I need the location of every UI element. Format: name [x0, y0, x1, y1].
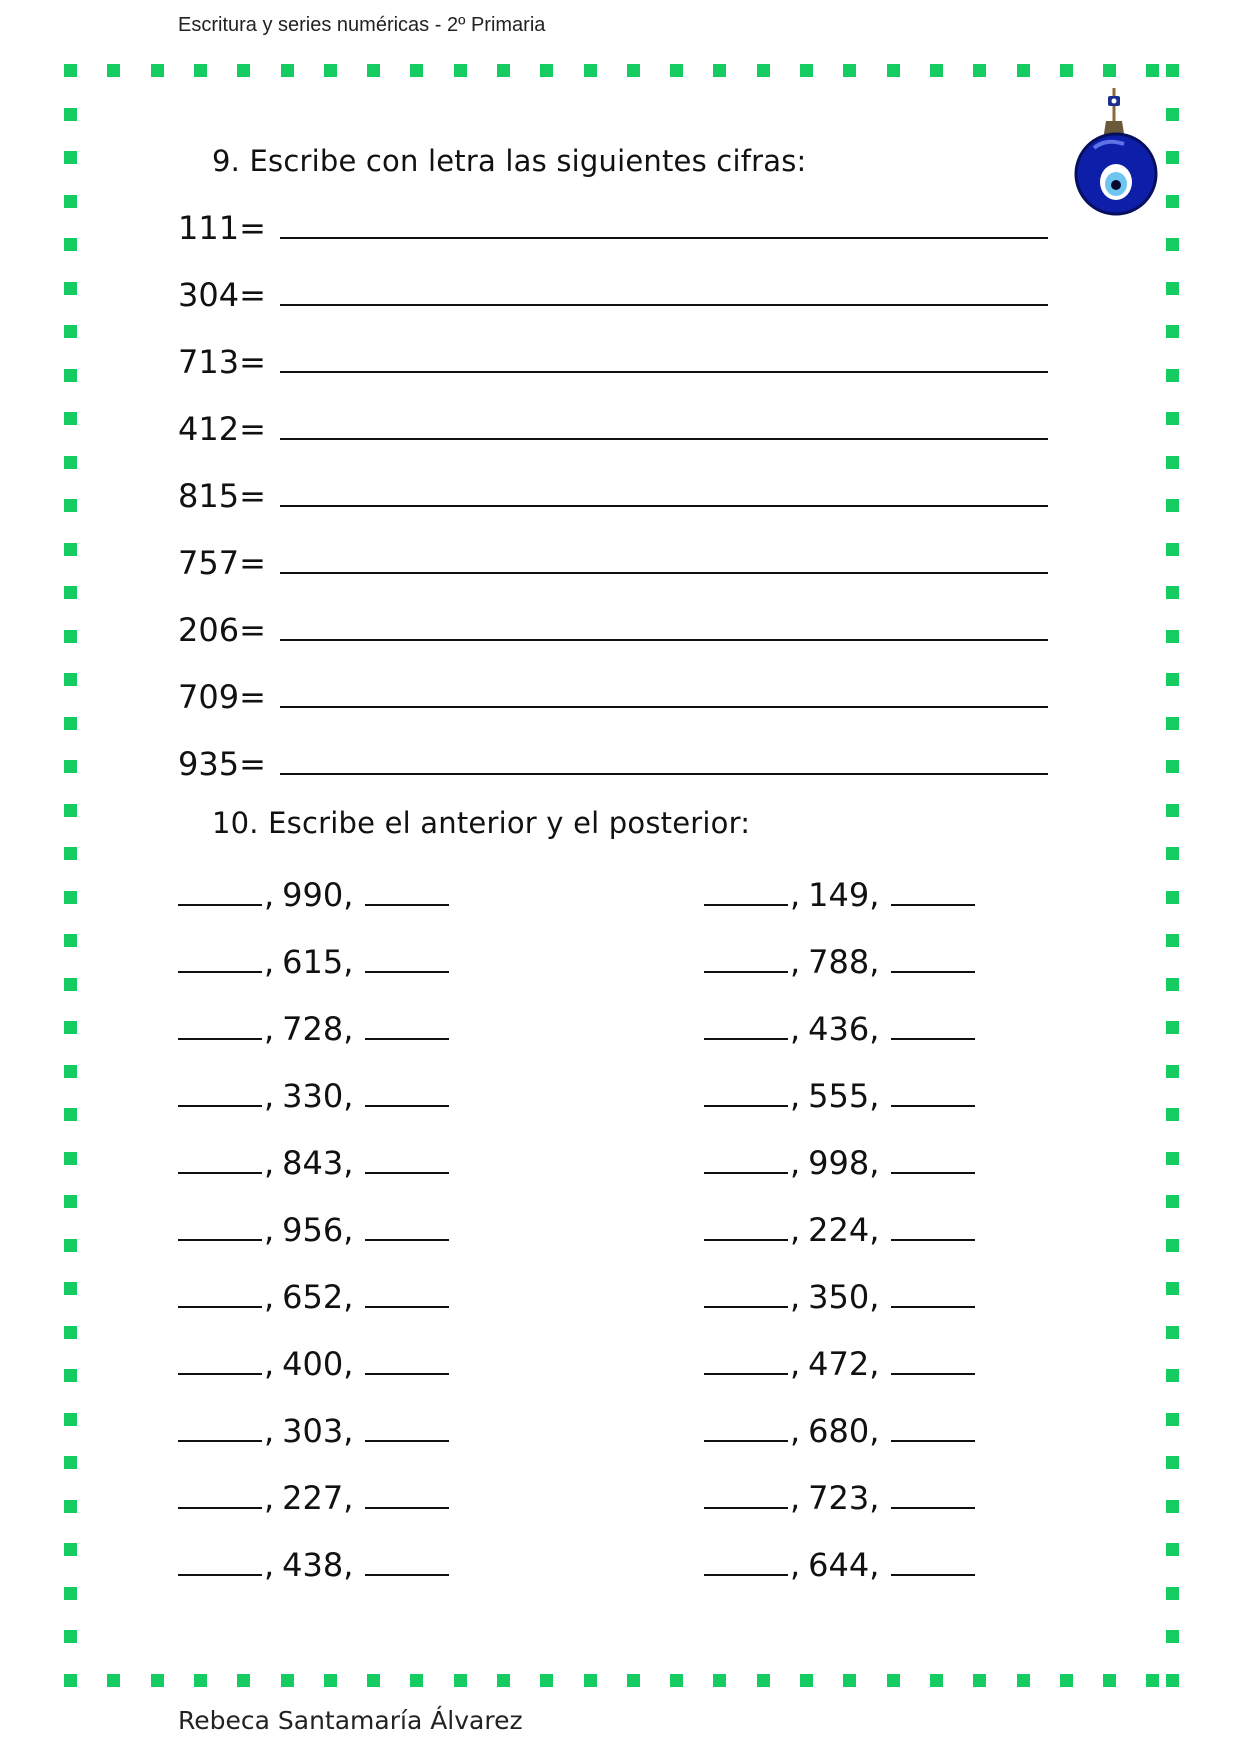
next-number-blank[interactable]	[891, 1215, 975, 1241]
number-label: 815=	[178, 477, 266, 515]
previous-number-blank[interactable]	[178, 1416, 262, 1442]
previous-number-blank[interactable]	[178, 880, 262, 906]
border-dot	[1166, 64, 1179, 77]
given-number: 436,	[808, 1010, 880, 1048]
exercise-9-row	[178, 477, 1048, 515]
border-dot	[1166, 1369, 1179, 1382]
border-dot	[1166, 1413, 1179, 1426]
border-dot	[237, 1674, 250, 1687]
border-dot	[1017, 64, 1030, 77]
border-dot	[64, 1108, 77, 1121]
border-dot	[1166, 1674, 1179, 1687]
previous-number-blank[interactable]	[704, 1349, 788, 1375]
border-dot	[1060, 64, 1073, 77]
answer-line[interactable]	[280, 211, 1048, 239]
border-dot	[1166, 1152, 1179, 1165]
separator-comma: ,	[264, 1211, 275, 1249]
exercise-10-row	[178, 1077, 449, 1115]
border-dot	[367, 1674, 380, 1687]
border-dot	[1166, 1282, 1179, 1295]
border-dot	[1060, 1674, 1073, 1687]
given-number: 644,	[808, 1546, 880, 1584]
border-dot	[1166, 1500, 1179, 1513]
border-dot	[324, 64, 337, 77]
border-dot	[64, 108, 77, 121]
number-label: 757=	[178, 544, 266, 582]
border-dot	[64, 238, 77, 251]
next-number-blank[interactable]	[365, 1148, 449, 1174]
border-dot	[1166, 586, 1179, 599]
exercise-10-row	[178, 1412, 449, 1450]
border-dot	[64, 195, 77, 208]
border-dot	[64, 1587, 77, 1600]
exercise-9-row	[178, 544, 1048, 582]
next-number-blank[interactable]	[365, 1483, 449, 1509]
border-dot	[64, 1500, 77, 1513]
border-dot	[64, 804, 77, 817]
border-dot	[1166, 543, 1179, 556]
exercise-10-row	[178, 1479, 449, 1517]
border-dot	[1166, 195, 1179, 208]
border-dot	[64, 847, 77, 860]
border-dot	[757, 1674, 770, 1687]
border-dot	[1166, 369, 1179, 382]
border-dot	[1166, 847, 1179, 860]
border-dot	[713, 64, 726, 77]
previous-number-blank[interactable]	[704, 1416, 788, 1442]
border-dot	[1166, 934, 1179, 947]
border-dot	[757, 64, 770, 77]
border-dot	[64, 1152, 77, 1165]
separator-comma: ,	[264, 1345, 275, 1383]
border-dot	[64, 1413, 77, 1426]
border-dot	[64, 760, 77, 773]
next-number-blank[interactable]	[365, 1349, 449, 1375]
next-number-blank[interactable]	[891, 1148, 975, 1174]
previous-number-blank[interactable]	[704, 947, 788, 973]
border-dot	[1166, 1456, 1179, 1469]
separator-comma: ,	[790, 1010, 801, 1048]
border-dot	[194, 1674, 207, 1687]
next-number-blank[interactable]	[891, 947, 975, 973]
exercise-10-row	[178, 1345, 449, 1383]
border-dot	[973, 64, 986, 77]
exercise-10-row	[178, 1546, 449, 1584]
exercise-10-row	[704, 1211, 975, 1249]
previous-number-blank[interactable]	[178, 1081, 262, 1107]
answer-line[interactable]	[280, 345, 1048, 373]
separator-comma: ,	[790, 1211, 801, 1249]
exercise-10-row	[704, 1412, 975, 1450]
border-dot	[64, 282, 77, 295]
border-dot	[584, 1674, 597, 1687]
border-dot	[64, 978, 77, 991]
border-dot	[454, 64, 467, 77]
answer-line[interactable]	[280, 747, 1048, 775]
border-dot	[64, 586, 77, 599]
border-dot	[930, 64, 943, 77]
border-dot	[1166, 673, 1179, 686]
separator-comma: ,	[264, 1010, 275, 1048]
border-dot	[1166, 1108, 1179, 1121]
next-number-blank[interactable]	[891, 1550, 975, 1576]
border-dot	[540, 64, 553, 77]
page-header: Escritura y series numéricas - 2º Primaria	[178, 14, 546, 36]
border-dot	[410, 1674, 423, 1687]
border-dot	[64, 1543, 77, 1556]
border-dot	[64, 891, 77, 904]
given-number: 400,	[282, 1345, 354, 1383]
border-dot	[367, 64, 380, 77]
exercise-9-title: 9. Escribe con letra las siguientes cifras:	[212, 144, 807, 178]
answer-line[interactable]	[280, 680, 1048, 708]
border-dot	[670, 1674, 683, 1687]
border-dot	[64, 1195, 77, 1208]
previous-number-blank[interactable]	[178, 1550, 262, 1576]
border-dot	[64, 499, 77, 512]
border-dot	[1146, 1674, 1159, 1687]
exercise-10-title: 10. Escribe el anterior y el posterior:	[212, 806, 751, 840]
border-dot	[64, 1021, 77, 1034]
border-dot	[107, 1674, 120, 1687]
separator-comma: ,	[790, 1412, 801, 1450]
separator-comma: ,	[790, 1479, 801, 1517]
previous-number-blank[interactable]	[704, 1081, 788, 1107]
border-dot	[1166, 238, 1179, 251]
border-dot	[843, 1674, 856, 1687]
border-dot	[64, 630, 77, 643]
border-dot	[1166, 717, 1179, 730]
border-dot	[324, 1674, 337, 1687]
previous-number-blank[interactable]	[704, 1483, 788, 1509]
border-dot	[713, 1674, 726, 1687]
border-dot	[64, 1369, 77, 1382]
border-dot	[64, 64, 77, 77]
answer-line[interactable]	[280, 546, 1048, 574]
exercise-10-row	[704, 1077, 975, 1115]
exercise-10-row	[178, 1211, 449, 1249]
border-dot	[64, 325, 77, 338]
page-footer: Rebeca Santamaría Álvarez	[178, 1706, 523, 1735]
border-dot	[540, 1674, 553, 1687]
exercise-10-row	[704, 876, 975, 914]
border-dot	[1166, 1587, 1179, 1600]
border-dot	[64, 412, 77, 425]
given-number: 998,	[808, 1144, 880, 1182]
border-dot	[1166, 325, 1179, 338]
next-number-blank[interactable]	[891, 880, 975, 906]
exercise-10-row	[704, 1479, 975, 1517]
exercise-9-row	[178, 410, 1048, 448]
border-dot	[1166, 760, 1179, 773]
separator-comma: ,	[790, 876, 801, 914]
answer-line[interactable]	[280, 278, 1048, 306]
separator-comma: ,	[264, 876, 275, 914]
border-dot	[1166, 1239, 1179, 1252]
given-number: 728,	[282, 1010, 354, 1048]
separator-comma: ,	[790, 1345, 801, 1383]
exercise-10-row	[704, 1010, 975, 1048]
previous-number-blank[interactable]	[704, 880, 788, 906]
next-number-blank[interactable]	[365, 1215, 449, 1241]
next-number-blank[interactable]	[365, 1014, 449, 1040]
border-dot	[800, 64, 813, 77]
border-dot	[887, 64, 900, 77]
next-number-blank[interactable]	[891, 1349, 975, 1375]
border-dot	[281, 1674, 294, 1687]
border-dot	[1017, 1674, 1030, 1687]
exercise-9-row	[178, 678, 1048, 716]
separator-comma: ,	[264, 1144, 275, 1182]
border-dot	[151, 64, 164, 77]
given-number: 227,	[282, 1479, 354, 1517]
next-number-blank[interactable]	[365, 1282, 449, 1308]
border-dot	[64, 543, 77, 556]
border-dot	[1166, 282, 1179, 295]
border-dot	[1166, 630, 1179, 643]
previous-number-blank[interactable]	[178, 1215, 262, 1241]
exercise-10-row	[704, 1345, 975, 1383]
next-number-blank[interactable]	[891, 1282, 975, 1308]
separator-comma: ,	[264, 1546, 275, 1584]
border-dot	[64, 369, 77, 382]
answer-line[interactable]	[280, 613, 1048, 641]
number-label: 713=	[178, 343, 266, 381]
separator-comma: ,	[790, 1278, 801, 1316]
border-dot	[64, 1239, 77, 1252]
border-dot	[627, 1674, 640, 1687]
next-number-blank[interactable]	[365, 947, 449, 973]
previous-number-blank[interactable]	[178, 1349, 262, 1375]
border-dot	[1166, 412, 1179, 425]
separator-comma: ,	[264, 1077, 275, 1115]
border-dot	[1166, 891, 1179, 904]
next-number-blank[interactable]	[365, 1550, 449, 1576]
given-number: 555,	[808, 1077, 880, 1115]
given-number: 680,	[808, 1412, 880, 1450]
border-dot	[1166, 1065, 1179, 1078]
given-number: 438,	[282, 1546, 354, 1584]
border-dot	[843, 64, 856, 77]
next-number-blank[interactable]	[365, 880, 449, 906]
border-dot	[64, 1674, 77, 1687]
given-number: 990,	[282, 876, 354, 914]
border-dot	[410, 64, 423, 77]
border-dot	[151, 1674, 164, 1687]
number-label: 709=	[178, 678, 266, 716]
given-number: 350,	[808, 1278, 880, 1316]
exercise-10-row	[704, 1546, 975, 1584]
given-number: 330,	[282, 1077, 354, 1115]
separator-comma: ,	[264, 1479, 275, 1517]
border-dot	[887, 1674, 900, 1687]
next-number-blank[interactable]	[891, 1483, 975, 1509]
exercise-9-row	[178, 745, 1048, 783]
previous-number-blank[interactable]	[704, 1014, 788, 1040]
border-dot	[64, 151, 77, 164]
border-dot	[64, 1326, 77, 1339]
next-number-blank[interactable]	[365, 1081, 449, 1107]
border-dot	[1166, 978, 1179, 991]
border-dot	[627, 64, 640, 77]
border-dot	[1103, 1674, 1116, 1687]
border-dot	[1166, 1630, 1179, 1643]
border-dot	[1166, 1543, 1179, 1556]
border-dot	[64, 1630, 77, 1643]
given-number: 224,	[808, 1211, 880, 1249]
border-dot	[194, 64, 207, 77]
border-dot	[1166, 1021, 1179, 1034]
border-dot	[670, 64, 683, 77]
exercise-10-row	[178, 1144, 449, 1182]
border-dot	[973, 1674, 986, 1687]
number-label: 111=	[178, 209, 266, 247]
border-dot	[497, 64, 510, 77]
given-number: 303,	[282, 1412, 354, 1450]
previous-number-blank[interactable]	[178, 1483, 262, 1509]
border-dot	[1166, 151, 1179, 164]
border-dot	[281, 64, 294, 77]
answer-line[interactable]	[280, 412, 1048, 440]
separator-comma: ,	[264, 1278, 275, 1316]
number-label: 935=	[178, 745, 266, 783]
border-dot	[64, 1065, 77, 1078]
exercise-10-row	[178, 1278, 449, 1316]
previous-number-blank[interactable]	[704, 1148, 788, 1174]
border-dot	[1166, 1195, 1179, 1208]
separator-comma: ,	[790, 1077, 801, 1115]
border-dot	[1146, 64, 1159, 77]
border-dot	[1166, 804, 1179, 817]
border-dot	[1166, 108, 1179, 121]
exercise-10-row	[178, 876, 449, 914]
border-dot	[107, 64, 120, 77]
previous-number-blank[interactable]	[178, 1148, 262, 1174]
border-dot	[1166, 499, 1179, 512]
border-dot	[64, 673, 77, 686]
previous-number-blank[interactable]	[704, 1550, 788, 1576]
evil-eye-amulet-icon	[1066, 86, 1166, 226]
separator-comma: ,	[790, 943, 801, 981]
previous-number-blank[interactable]	[178, 1282, 262, 1308]
previous-number-blank[interactable]	[178, 947, 262, 973]
next-number-blank[interactable]	[891, 1416, 975, 1442]
given-number: 149,	[808, 876, 880, 914]
exercise-9-row	[178, 611, 1048, 649]
exercise-10-row	[704, 1144, 975, 1182]
previous-number-blank[interactable]	[704, 1282, 788, 1308]
border-dot	[1166, 1326, 1179, 1339]
border-dot	[800, 1674, 813, 1687]
border-dot	[1166, 456, 1179, 469]
given-number: 843,	[282, 1144, 354, 1182]
exercise-10-row	[178, 1010, 449, 1048]
border-dot	[584, 64, 597, 77]
exercise-9-row	[178, 343, 1048, 381]
separator-comma: ,	[264, 1412, 275, 1450]
exercise-10-row	[178, 943, 449, 981]
number-label: 304=	[178, 276, 266, 314]
number-label: 206=	[178, 611, 266, 649]
previous-number-blank[interactable]	[178, 1014, 262, 1040]
given-number: 472,	[808, 1345, 880, 1383]
exercise-10-row	[704, 1278, 975, 1316]
exercise-10-row	[704, 943, 975, 981]
border-dot	[1103, 64, 1116, 77]
next-number-blank[interactable]	[891, 1081, 975, 1107]
border-dot	[64, 1456, 77, 1469]
border-dot	[64, 934, 77, 947]
separator-comma: ,	[790, 1546, 801, 1584]
border-dot	[237, 64, 250, 77]
given-number: 956,	[282, 1211, 354, 1249]
border-dot	[930, 1674, 943, 1687]
given-number: 723,	[808, 1479, 880, 1517]
border-dot	[64, 1282, 77, 1295]
number-label: 412=	[178, 410, 266, 448]
next-number-blank[interactable]	[891, 1014, 975, 1040]
given-number: 788,	[808, 943, 880, 981]
exercise-9-row	[178, 276, 1048, 314]
border-dot	[497, 1674, 510, 1687]
border-dot	[64, 456, 77, 469]
given-number: 615,	[282, 943, 354, 981]
border-dot	[64, 717, 77, 730]
border-dot	[454, 1674, 467, 1687]
next-number-blank[interactable]	[365, 1416, 449, 1442]
answer-line[interactable]	[280, 479, 1048, 507]
previous-number-blank[interactable]	[704, 1215, 788, 1241]
exercise-9-row	[178, 209, 1048, 247]
separator-comma: ,	[790, 1144, 801, 1182]
separator-comma: ,	[264, 943, 275, 981]
given-number: 652,	[282, 1278, 354, 1316]
